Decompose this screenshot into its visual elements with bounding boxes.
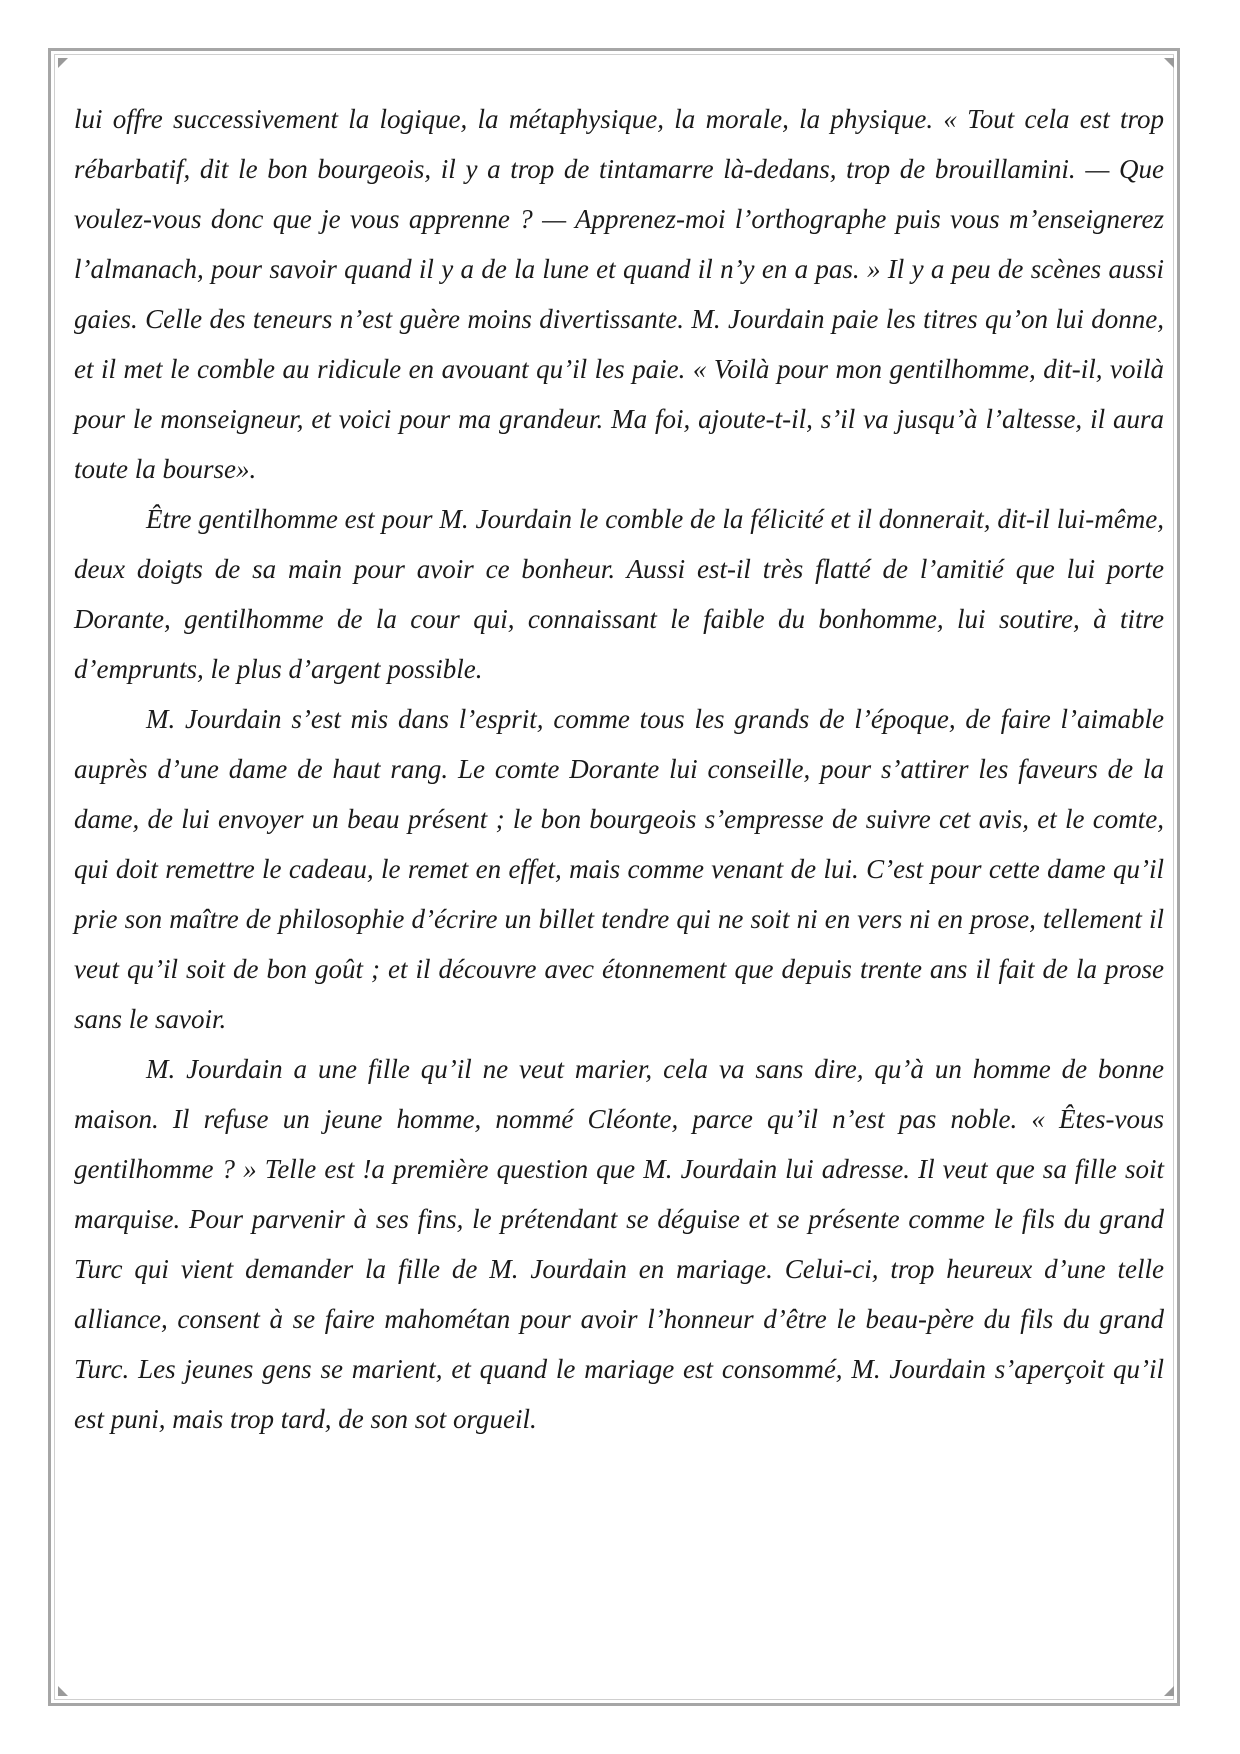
corner-ornament-bottom-right — [1164, 1686, 1174, 1696]
paragraph-2: Être gentilhomme est pour M. Jourdain le comble de la félicité et il donnerait, dit-il lui-même, deux doigts de sa main pour avoir ce bonheur. Aussi est-il très flatté de l’amitié que lui porte Dorante, gentilhomme de la cour qui, connaissant le faible du bonhomme, lui soutire, à titre d’emprunts, le plus d’argent possible. — [74, 504, 1164, 684]
corner-ornament-top-left — [58, 58, 68, 68]
body-text — [74, 94, 1164, 1444]
paragraph-1: lui offre successivement la logique, la métaphysique, la morale, la physique. « Tout cela est trop rébarbatif, dit le bon bourgeois, il y a trop de tintamarre là-dedans, trop de brouillamini. — Que voulez-vous donc que je vous apprenne ? — Apprenez-moi l’orthographe puis vous m’enseignerez l’almanach, pour savoir quand il y a de la lune et quand il n’y en a pas. » Il y a peu de scènes aussi gaies. Celle des teneurs n’est guère moins divertissante. M. Jourdain paie les titres qu’on lui donne, et il met le comble au ridicule en avouant qu’il les paie. « Voilà pour mon gentilhomme, dit-il, voilà pour le monseigneur, et voici pour ma grandeur. Ma foi, ajoute-t-il, s’il va jusqu’à l’altesse, il aura toute la bourse». — [74, 104, 1164, 484]
corner-ornament-bottom-left — [58, 1686, 68, 1696]
paragraph-4: M. Jourdain a une fille qu’il ne veut marier, cela va sans dire, qu’à un homme de bonne maison. Il refuse un jeune homme, nommé Cléonte, parce qu’il n’est pas noble. « Êtes-vous gentilhomme ? » Telle est !a première question que M. Jourdain lui adresse. Il veut que sa fille soit marquise. Pour parvenir à ses fins, le prétendant se déguise et se présente comme le fils du grand Turc qui vient demander la fille de M. Jourdain en mariage. Celui-ci, trop heureux d’une telle alliance, consent à se faire mahométan pour avoir l’honneur d’être le beau-père du fils du grand Turc. Les jeunes gens se marient, et quand le mariage est consommé, M. Jourdain s’aperçoit qu’il est puni, mais trop tard, de son sot orgueil. — [74, 1054, 1164, 1434]
paragraph-3: M. Jourdain s’est mis dans l’esprit, comme tous les grands de l’époque, de faire l’aimable auprès d’une dame de haut rang. Le comte Dorante lui conseille, pour s’attirer les faveurs de la dame, de lui envoyer un beau présent ; le bon bourgeois s’empresse de suivre cet avis, et le comte, qui doit remettre le cadeau, le remet en effet, mais comme venant de lui. C’est pour cette dame qu’il prie son maître de philosophie d’écrire un billet tendre qui ne soit ni en vers ni en prose, tellement il veut qu’il soit de bon goût ; et il découvre avec étonnement que depuis trente ans il fait de la prose sans le savoir. — [74, 704, 1164, 1034]
corner-ornament-top-right — [1164, 58, 1174, 68]
